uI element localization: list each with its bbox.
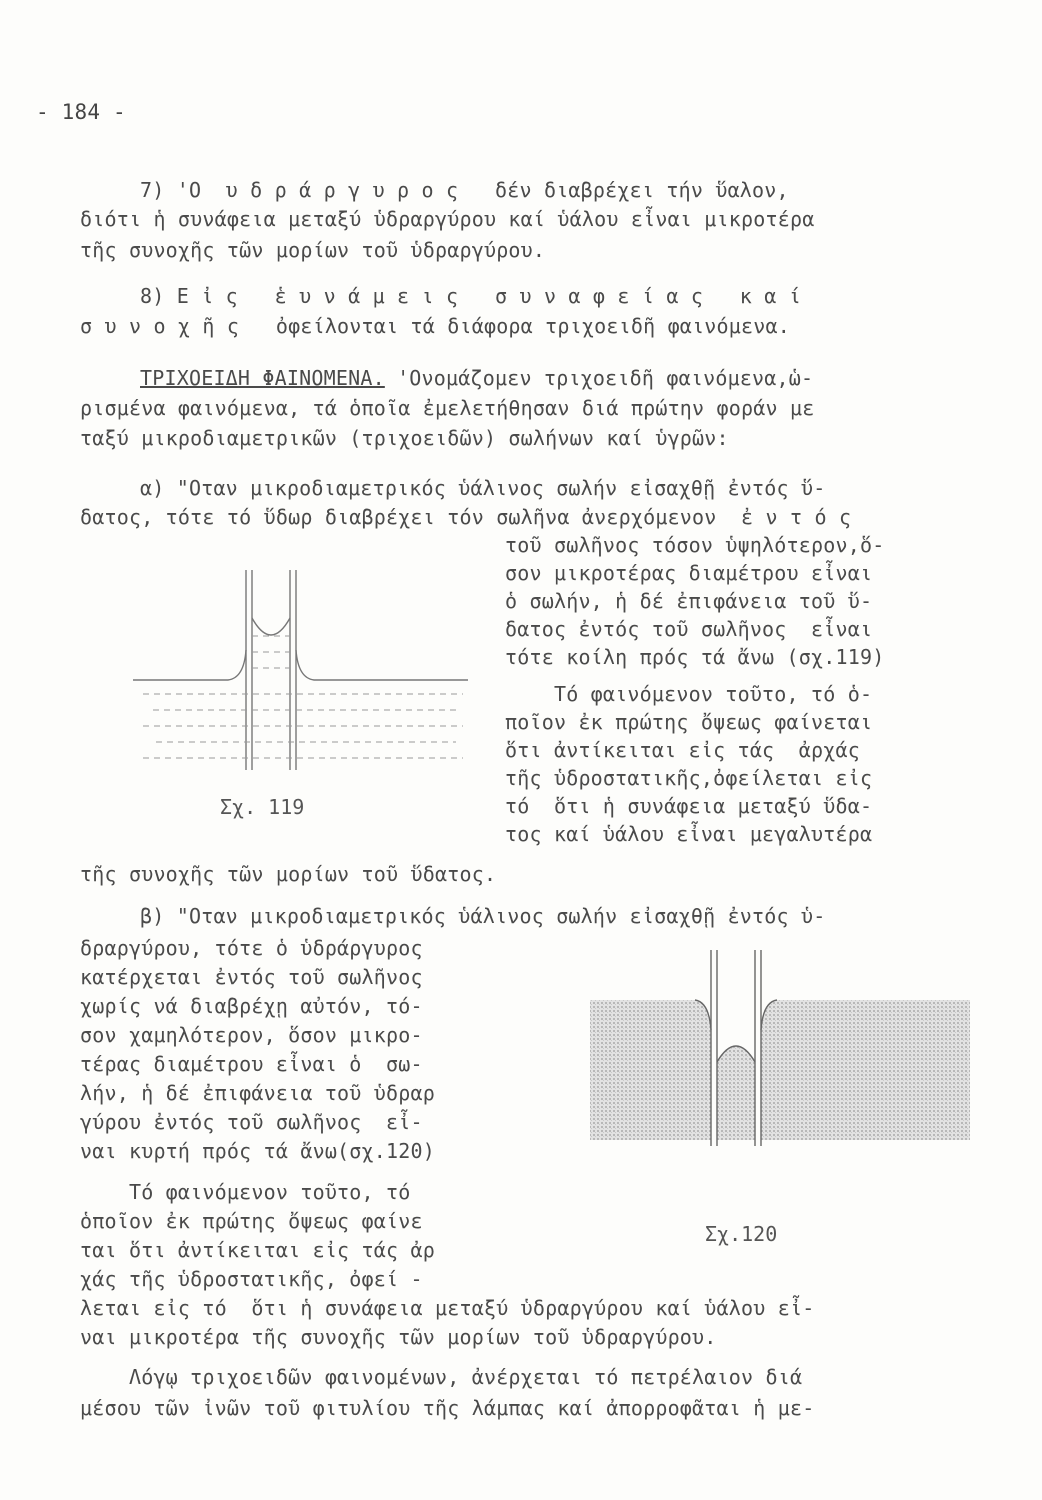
page-number: - 184 - [36,100,126,124]
section-line-1-rest: 'Ονομάζομεν τριχοειδῆ φαινόμενα,ὡ- [384,366,814,390]
pb-left-line-3: χωρίς νά διαβρέχῃ αὐτόν, τό- [80,994,423,1018]
pa-right-line-10: τῆς ὑδροστατικῆς,ὀφείλεται εἰς [505,766,873,790]
pb-left-line-1: δραργύρου, τότε ὁ ὑδράργυρος [80,936,423,960]
pa-line-last: τῆς συνοχῆς τῶν μορίων τοῦ ὕδατος. [80,862,497,886]
pa-line-2: δατος, τότε τό ὕδωρ διαβρέχει τόν σωλῆνα ἀνερχόμενον ἐ ν τ ό ς [80,505,852,529]
pa-right-line-12: τος καί ὑάλου εἶναι μεγαλυτέρα [505,822,873,846]
pb-left-line-12: ται ὅτι ἀντίκειται εἰς τάς ἀρ [80,1238,435,1262]
section-line-1 [140,366,813,390]
pa-right-line-5: τότε κοίλη πρός τά ἄνω (σχ.119) [505,645,885,669]
section-line-2: ρισμένα φαινόμενα, τά ὁποῖα ἐμελετήθησαν διά πρώτην φοράν με [80,396,815,420]
figure-120 [585,950,975,1150]
closing-line-2: μέσου τῶν ἰνῶν τοῦ φιτυλίου τῆς λάμπας καί ἀπορροφᾶται ἡ με- [80,1396,815,1420]
pb-left-line-11: ὁποῖον ἐκ πρώτης ὄψεως φαίνε [80,1209,423,1233]
pb-left-line-2: κατέρχεται ἐντός τοῦ σωλῆνος [80,965,423,989]
pb-full-line-1: λεται εἰς τό ὅτι ἡ συνάφεια μεταξύ ὑδραργύρου καί ὑάλου εἶ- [80,1296,815,1320]
figure-120-caption: Σχ.120 [705,1222,778,1246]
pb-left-line-5: τέρας διαμέτρου εἶναι ὁ σω- [80,1052,423,1076]
p7-line-1: 7) 'Ο υ δ ρ ά ρ γ υ ρ ο ς δέν διαβρέχει τήν ὕαλον, [140,178,789,202]
figure-119 [128,570,478,800]
p7-line-2: διότι ἡ συνάφεια μεταξύ ὑδραργύρου καί ὑάλου εἶναι μικροτέρα [80,207,815,231]
pb-left-line-8: ναι κυρτή πρός τά ἄνω(σχ.120) [80,1139,435,1163]
pb-left-line-7: γύρου ἐντός τοῦ σωλῆνος εἶ- [80,1110,423,1134]
p8-line-1: 8) Ε ἰ ς ἑ υ ν ά μ ε ι ς σ υ ν α φ ε ί α ς κ α ί [140,284,802,308]
pb-left-line-4: σον χαμηλότερον, ὅσον μικρο- [80,1023,423,1047]
section-heading: ΤΡΙΧΟΕΙΔΗ ΦΑΙΝΟΜΕΝΑ. [140,366,385,390]
p8-line-2: σ υ ν ο χ ῆ ς ὀφείλονται τά διάφορα τριχοειδῆ φαινόμενα. [80,314,790,338]
pa-right-line-3: ὁ σωλήν, ἡ δέ ἐπιφάνεια τοῦ ὕ- [505,589,873,613]
pa-right-line-7: Τό φαινόμενον τοῦτο, τό ὁ- [505,682,873,706]
figure-119-caption: Σχ. 119 [220,795,305,819]
pa-right-line-2: σον μικροτέρας διαμέτρου εἶναι [505,561,873,585]
pa-right-line-4: δατος ἐντός τοῦ σωλῆνος εἶναι [505,617,873,641]
closing-line-1: Λόγῳ τριχοειδῶν φαινομένων, ἀνέρχεται τό πετρέλαιον διά [80,1365,803,1389]
p7-line-3: τῆς συνοχῆς τῶν μορίων τοῦ ὑδραργύρου. [80,238,546,262]
pb-left-line-6: λήν, ἡ δέ ἐπιφάνεια τοῦ ὑδραρ [80,1081,435,1105]
pa-right-line-8: ποῖον ἐκ πρώτης ὄψεως φαίνεται [505,710,873,734]
pa-line-1: α) "Οταν μικροδιαμετρικός ὑάλινος σωλήν εἰσαχθῇ ἐντός ὕ- [140,476,826,500]
pb-full-line-2: ναι μικροτέρα τῆς συνοχῆς τῶν μορίων τοῦ ὑδραργύρου. [80,1325,717,1349]
pa-right-line-9: ὅτι ἀντίκειται εἰς τάς ἀρχάς [505,738,860,762]
section-line-3: ταξύ μικροδιαμετρικῶν (τριχοειδῶν) σωλήνων καί ὑγρῶν: [80,426,729,450]
pb-line-1: β) "Οταν μικροδιαμετρικός ὑάλινος σωλήν εἰσαχθῇ ἐντός ὑ- [140,904,826,928]
pb-left-line-13: χάς τῆς ὑδροστατικῆς, ὀφεί - [80,1267,423,1291]
pa-right-line-11: τό ὅτι ἡ συνάφεια μεταξύ ὕδα- [505,794,873,818]
pa-right-line-1: τοῦ σωλῆνος τόσον ὑψηλότερον,ὅ- [505,533,885,557]
pb-left-line-10: Τό φαινόμενον τοῦτο, τό [80,1180,411,1204]
